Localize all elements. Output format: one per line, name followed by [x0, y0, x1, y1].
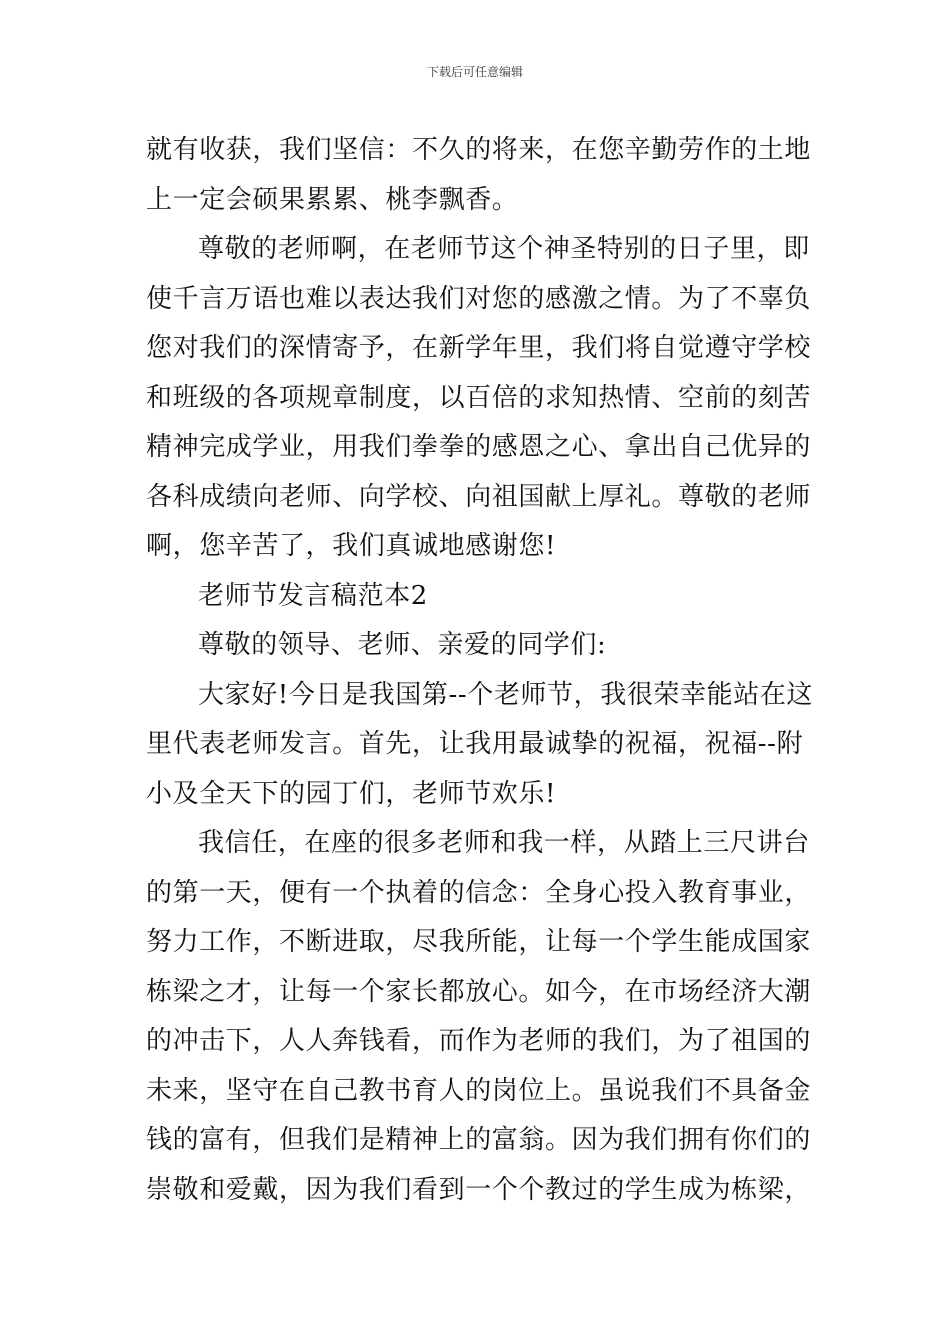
text-line: 未来，坚守在自己教书育人的岗位上。虽说我们不具备金: [146, 1075, 812, 1106]
text-line: 钱的富有，但我们是精神上的富翁。因为我们拥有你们的: [146, 1125, 812, 1155]
text-line: 您对我们的深情寄予，在新学年里，我们将自觉遵守学校: [146, 333, 812, 363]
text-line: 大家好!今日是我国第--个老师节，我很荣幸能站在这: [198, 679, 814, 710]
text-line: 就有收获，我们坚信：不久的将来，在您辛勤劳作的土地: [146, 135, 812, 165]
text-line: 努力工作，不断进取，尽我所能，让每一个学生能成国家: [146, 927, 812, 957]
text-line: 崇敬和爱戴，因为我们看到一个个教过的学生成为栋梁，: [146, 1174, 812, 1205]
text-line: 精神完成学业，用我们拳拳的感恩之心、拿出自己优异的: [146, 432, 812, 462]
text-line: 上一定会硕果累累、桃李飘香。: [146, 184, 519, 215]
text-line: 各科成绩向老师、向学校、向祖国献上厚礼。尊敬的老师: [146, 481, 812, 512]
text-line: 的第一天，便有一个执着的信念：全身心投入教育事业，: [146, 877, 812, 908]
text-line: 和班级的各项规章制度，以百倍的求知热情、空前的刻苦: [146, 382, 812, 413]
salutation: 尊敬的领导、老师、亲爱的同学们:: [198, 630, 607, 660]
document-body: [146, 126, 814, 1215]
text-line: 使千言万语也难以表达我们对您的感激之情。为了不辜负: [146, 283, 812, 314]
text-line: 啊，您辛苦了，我们真诚地感谢您!: [146, 531, 557, 561]
text-line: 小及全天下的园丁们，老师节欢乐!: [146, 778, 557, 809]
text-line: 的冲击下，人人奔钱看，而作为老师的我们，为了祖国的: [146, 1026, 812, 1056]
section-heading: 老师节发言稿范本2: [198, 580, 428, 611]
page-header-note: 下载后可任意编辑: [426, 65, 523, 79]
text-line: 尊敬的老师啊，在老师节这个神圣特别的日子里，即: [198, 234, 810, 264]
text-line: 栋梁之才，让每一个家长都放心。如今，在市场经济大潮: [146, 976, 812, 1007]
text-line: 我信任，在座的很多老师和我一样，从踏上三尺讲台: [198, 828, 810, 858]
text-line: 里代表老师发言。首先，让我用最诚挚的祝福，祝福--附: [146, 729, 804, 759]
